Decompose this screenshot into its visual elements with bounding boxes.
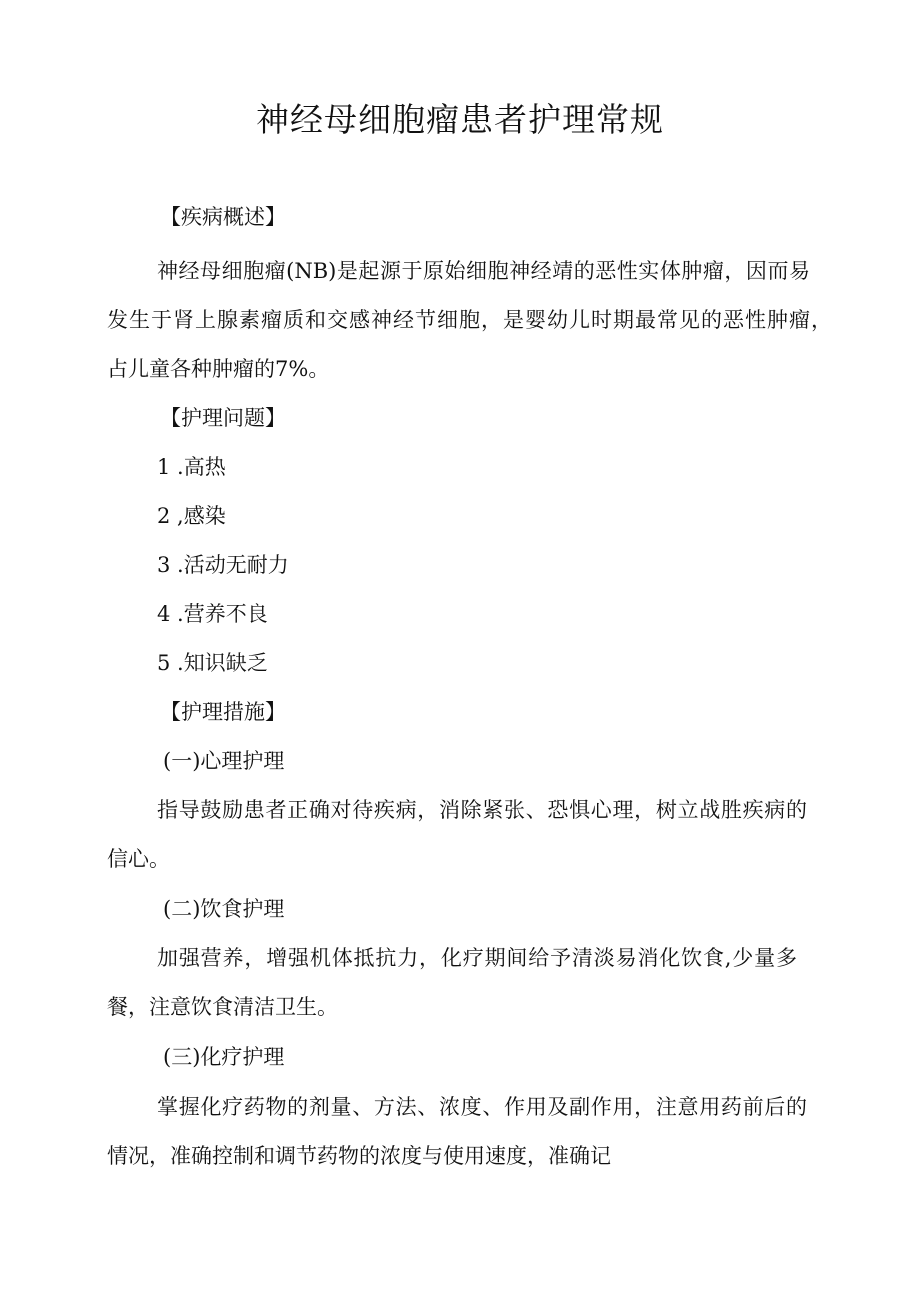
paragraph-line: 餐，注意饮食清洁卫生。	[107, 995, 338, 1019]
paragraph-line: 情况，准确控制和调节药物的浓度与使用速度，准确记	[107, 1144, 611, 1168]
document-title: 神经母细胞瘤患者护理常规	[256, 100, 664, 139]
paragraph-line: 占儿童各种肿瘤的7%。	[107, 357, 330, 381]
paragraph-line: 信心。	[107, 847, 170, 871]
subsection-heading-chemo: (三)化疗护理	[163, 1045, 285, 1069]
section-heading-overview: 【疾病概述】	[160, 205, 286, 229]
paragraph-line: 神经母细胞瘤(NB)是起源于原始细胞神经靖的恶性实体肿瘤，因而易	[157, 259, 810, 283]
paragraph-line: 掌握化疗药物的剂量、方法、浓度、作用及副作用，注意用药前后的	[157, 1095, 807, 1119]
paragraph-line: 发生于肾上腺素瘤质和交感神经节细胞，是婴幼儿时期最常见的恶性肿瘤，	[107, 308, 832, 332]
list-item: 3 .活动无耐力	[157, 553, 289, 577]
list-item: 2 ,感染	[157, 504, 226, 528]
subsection-heading-diet: (二)饮食护理	[163, 897, 285, 921]
list-item: 5 .知识缺乏	[157, 651, 268, 675]
section-heading-measures: 【护理措施】	[160, 700, 286, 724]
list-item: 1 .高热	[157, 455, 226, 479]
subsection-heading-psychological: (一)心理护理	[163, 749, 285, 773]
list-item: 4 .营养不良	[157, 602, 268, 626]
paragraph-line: 指导鼓励患者正确对待疾病，消除紧张、恐惧心理，树立战胜疾病的	[157, 798, 807, 822]
section-heading-problems: 【护理问题】	[160, 406, 286, 430]
paragraph-line: 加强营养，增强机体抵抗力，化疗期间给予清淡易消化饮食,少量多	[157, 946, 797, 970]
